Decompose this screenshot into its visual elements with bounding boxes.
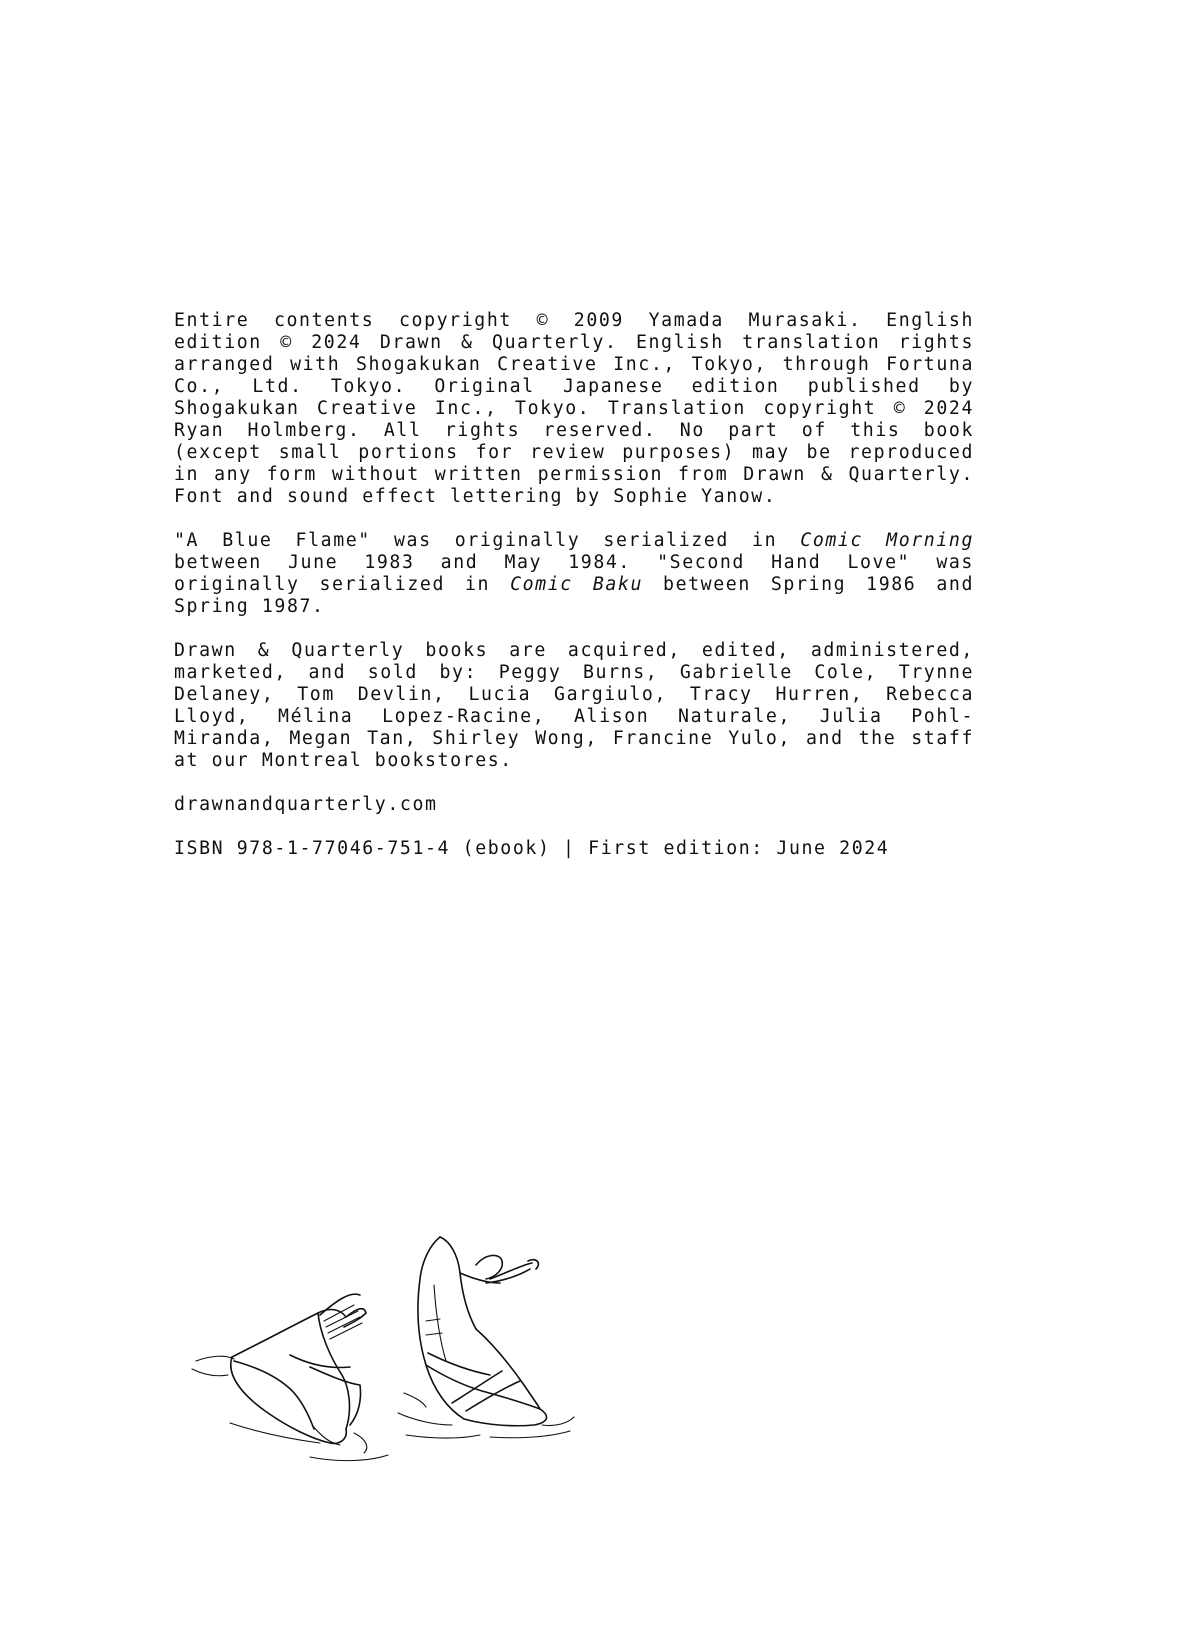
serialization-text-3: between Spring 1986 and Spring 1987. bbox=[174, 574, 974, 617]
serialization-paragraph bbox=[174, 530, 974, 618]
copyright-paragraph: Entire contents copyright © 2009 Yamada Murasaki. English edition © 2024 Drawn & Quarterly. English translation rights arranged with Shogakukan Creative Inc., Tokyo, through Fortuna Co., Ltd. Tokyo. Original Japanese edition published by Shogakukan Creative Inc., Tokyo. Translation copyright © 2024 Ryan Holmberg. All rights reserved. No part of this book (except small portions for review purposes) may be reproduced in any form without written permission from Drawn & Quarterly. Font and sound effect lettering by Sophie Yanow. bbox=[174, 310, 974, 507]
isbn-line: ISBN 978-1-77046-751-4 (ebook) | First edition: June 2024 bbox=[174, 838, 890, 859]
magazine-title-comic-morning: Comic Morning bbox=[800, 530, 974, 551]
sandals-sketch-icon bbox=[190, 1225, 610, 1465]
serialization-text-1: "A Blue Flame" was originally serialized in bbox=[174, 530, 801, 551]
colophon-text bbox=[174, 310, 974, 882]
serialization-text-2: between June 1983 and May 1984. "Second Hand Love" was originally serialized in bbox=[174, 552, 974, 595]
website-link[interactable]: drawnandquarterly.com bbox=[174, 794, 438, 815]
staff-paragraph: Drawn & Quarterly books are acquired, edited, administered, marketed, and sold by: Peggy Burns, Gabrielle Cole, Trynne Delaney, Tom Devlin, Lucia Gargiulo, Tracy Hurren, Rebecca Lloyd, Mélina Lopez-Racine, Alison Naturale, Julia Pohl-Miranda, Megan Tan, Shirley Wong, Francine Yulo, and the staff at our Montreal bookstores. bbox=[174, 640, 974, 771]
magazine-title-comic-baku: Comic Baku bbox=[510, 574, 644, 595]
